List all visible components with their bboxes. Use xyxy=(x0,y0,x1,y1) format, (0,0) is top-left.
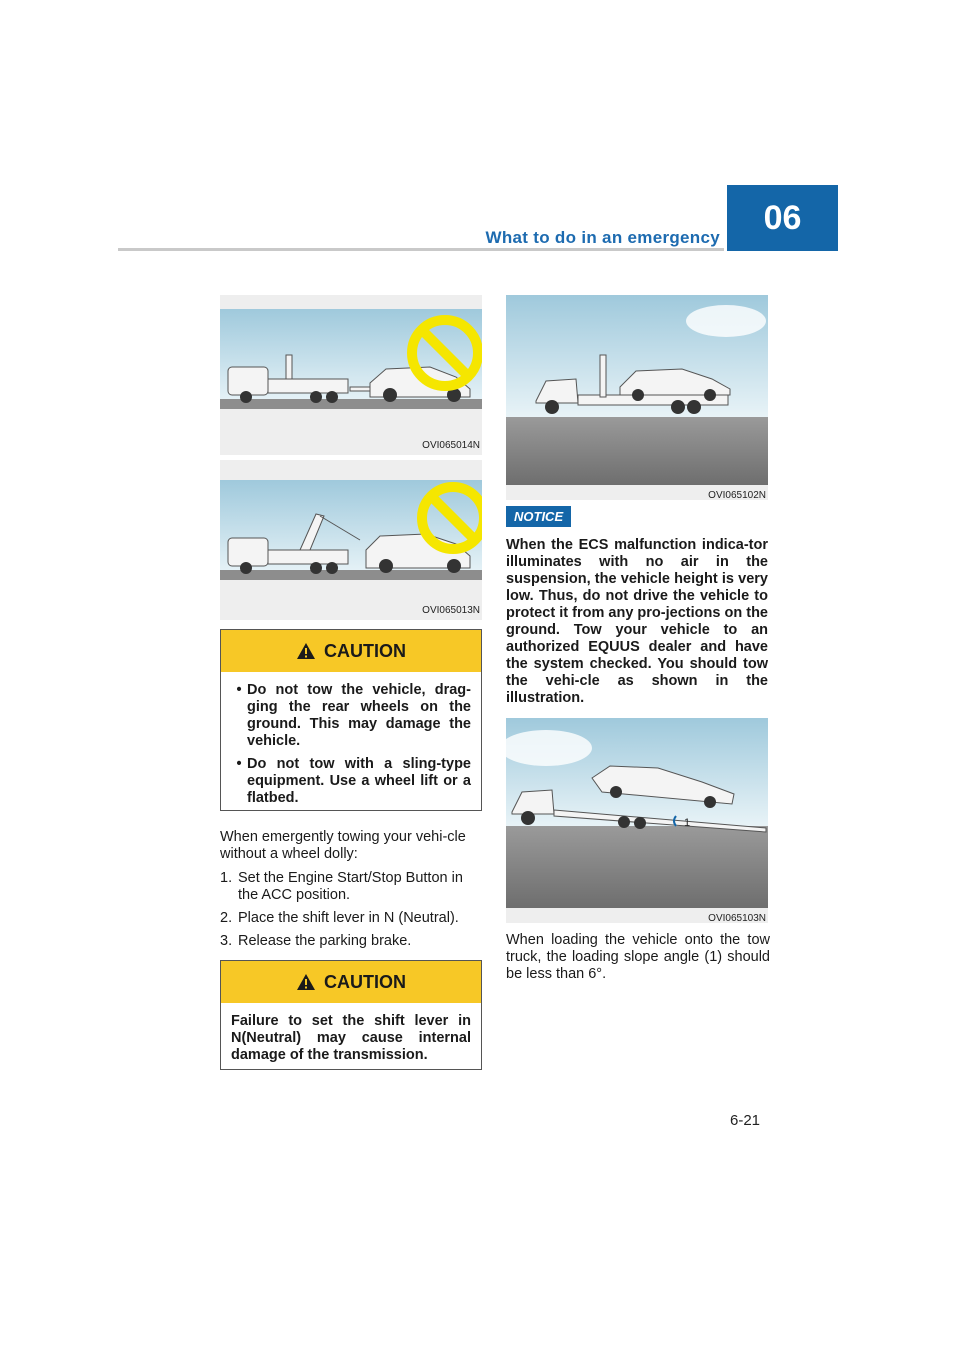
notice-badge-wrap xyxy=(506,508,571,526)
warning-triangle-icon xyxy=(296,973,316,991)
figure-loading-slope xyxy=(506,718,768,923)
figure-tow-sling xyxy=(220,460,482,620)
step-item: 3. Release the parking brake. xyxy=(220,933,412,949)
page-number: 6-21 xyxy=(730,1112,761,1129)
caution-box-transmission xyxy=(220,960,482,1070)
figure-code: OVI065103N xyxy=(708,913,766,923)
figure-code: OVI065014N xyxy=(422,440,480,451)
caution-body: Failure to set the shift lever in N(Neutral) may cause internal damage of the transmission. xyxy=(231,1013,471,1063)
notice-text: When the ECS malfunction indica-tor illuminates with no air in the suspension, the vehicle height is very low. Thus, do not drive the vehicle to protect it from any pro-jections on the ground. Tow your vehicle to an authorized EQUUS dealer and have the system checked. You should tow the vehi-cle as shown in the illustration. xyxy=(506,537,768,706)
slope-angle-label: 1 xyxy=(684,817,691,829)
caution-header xyxy=(221,961,481,1003)
figure-code: OVI065102N xyxy=(708,490,766,500)
step-item: 1. Set the Engine Start/Stop Button in the ACC position. xyxy=(220,870,463,903)
steps-list xyxy=(220,870,484,950)
header-rule xyxy=(118,248,724,251)
sling-tow-illustration xyxy=(220,460,482,600)
step-item: 2. Place the shift lever in N (Neutral). xyxy=(220,910,459,926)
caution-title: CAUTION xyxy=(324,971,406,992)
warning-triangle-icon xyxy=(296,642,316,660)
caution-box-towing xyxy=(220,629,482,811)
intro-text: When emergently towing your vehi-cle without a wheel dolly: xyxy=(220,829,466,862)
chapter-number: 06 xyxy=(727,185,838,251)
tow-truck-rear-illustration xyxy=(220,295,482,435)
section-title: What to do in an emergency xyxy=(485,228,720,247)
caution-header xyxy=(221,630,481,672)
notice-badge: NOTICE xyxy=(506,506,571,527)
caution-title: CAUTION xyxy=(324,640,406,661)
figure-tow-rear-wheels xyxy=(220,295,482,455)
loading-text: When loading the vehicle onto the tow truck, the loading slope angle (1) should be less than 6°. xyxy=(506,932,770,982)
figure-code: OVI065013N xyxy=(422,605,480,616)
flatbed-illustration xyxy=(506,295,768,485)
loading-slope-illustration xyxy=(506,718,768,908)
figure-flatbed xyxy=(506,295,768,500)
caution-body xyxy=(221,672,481,825)
caution-item: • Do not tow with a sling-type equipment. Use a wheel lift or a flatbed. xyxy=(236,756,471,806)
caution-item: • Do not tow the vehicle, drag-ging the rear wheels on the ground. This may damage the vehicle. xyxy=(236,682,471,749)
